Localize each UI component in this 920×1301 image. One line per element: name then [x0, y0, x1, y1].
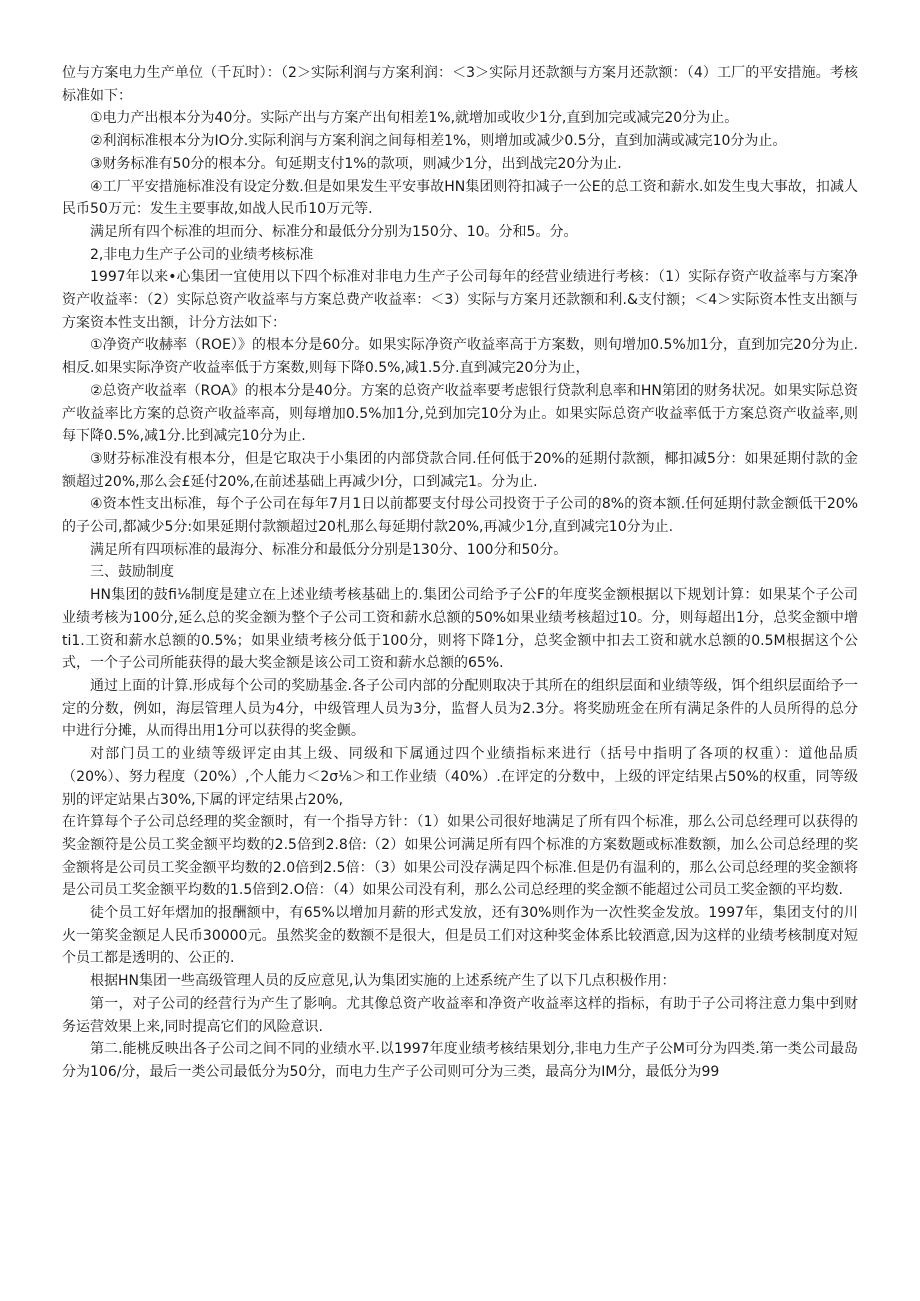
paragraph: 满足所有四个标准的坦而分、标准分和最低分分别为150分、10。分和5。分。	[90, 223, 578, 240]
paragraph: 1997年以来•心集团一宜使用以下四个标准对非电力生产子公司每年的经营业绩进行考核：（1）实际存资产收益率与方案净资产收益率：（2）实际总资产收益率与方案总费产收益率：＜3）实际与方案月还款额和利.&支付额；＜4＞实际资本性支出额与方案资本性支出额，计分方法如下：	[62, 269, 858, 331]
paragraph: 位与方案电力生产单位（千瓦时）：（2＞实际利润与方案利润：＜3＞实际月还款额与方案月还款额：（4）工厂的平安措施。考核标准如下：	[62, 65, 858, 104]
paragraph: 通过上面的计算.形成每个公司的奖励基金.各子公司内部的分配则取决于其所在的组织层面和业绩等级，饵个组织层面给予一定的分数，例如，海层管理人员为4分，中级管理人员为3分，监督人员为2.3分。将奖励班金在所有满足条件的人员所得的总分中进行分摊，从而得出用1分可以获得的奖金颤。	[62, 677, 858, 740]
paragraph: ②利润标准根本分为IO分.实际利润与方案利润之间每相差1%，则增加或减少0.5分，直到加满或减完10分为止。	[90, 133, 787, 150]
paragraph: 徒个员工好年熠加的报酬额中，有65%以增加月薪的形式发放，还有30%则作为一次性奖金发放。1997年，集团支付的川火一第奖金额足人民币30000元。虽然奖金的数额不是很大，但是员工们对这种奖金体系比较酒意,因为这样的业绩考核制度对短个员工都是透明的、公正的.	[62, 905, 858, 967]
paragraph: HN集团的鼓fi⅛制度是建立在上述业绩考核基础上的.集团公司给予子公F的年度奖金额根据以下规划计算：如果某个子公司业绩考核为100分,延么总的奖金额为整个子公司工资和薪水总额的50%如果业绩考核超过10。分，则每超出1分，总奖金额中增ti1.工资和薪水总额的0.5%；如果业绩考核分低于100分，则将下降1分，总奖金额中扣去工资和就水总额的0.5M根据这个公式，一个子公司所能获得的最大奖金额是该公司工资和薪水总额的65%.	[62, 587, 858, 672]
paragraph: ③财务标准有50分的根本分。旬延期支付1%的款项，则减少1分，出到战完20分为止.	[90, 155, 622, 172]
section-heading: 三、鼓励制度	[90, 564, 174, 581]
paragraph: 第二.能桃反映出各子公司之间不同的业绩水平.以1997年度业绩考核结果划分,非电力生产子公M可分为四类.第一类公司最岛分为106/分，最后一类公司最低分为50分，而电力生产子公司则可分为三类，最高分为IM分，最低分为99	[62, 1041, 858, 1080]
section-heading: 2,非电力生产子公司的业绩考核标准	[90, 246, 314, 263]
paragraph: 根据HN集团一些高级管理人员的反应意见,认为集团实施的上述系统产生了以下几点积极作用：	[90, 973, 676, 990]
paragraph: ④资本性支出标准，每个子公司在每年7月1日以前都要支付母公司投资于子公司的8%的资本额.任何延期付款金额低干20%的子公司,都减少5分:如果延期付款额超过20札那么每延期付款20%,再减少1分,直到减完10分为止.	[62, 496, 858, 536]
paragraph: 对部门员工的业绩等级评定由其上级、同级和下属通过四个业绩指标来进行（括号中指明了各项的权重）：道他品质（20%）、努力程度（20%）,个人能力＜2σ⅛＞和工作业绩（40%）.在评定的分数中，上级的评定结果占50%的权重，同等级别的评定站果占30%,下属的评定结果占20%,	[62, 746, 858, 808]
paragraph: 第一，对子公司的经营行为产生了影响。尤其像总资产收益率和净资产收益率这样的指标，有助于子公司将注意力集中到财务运营效果上来,同时提高它们的风险意识.	[62, 995, 858, 1035]
paragraph: ③财芬标准没有根本分，但是它取决于小集团的内部贷款合同.任何低于20%的延期付款额，椰扣减5分：如果延期付款的金额超过20%,那么会£延付20%,在前述基础上再减少I分，口到减完1。分为止.	[62, 450, 858, 490]
paragraph: 满足所有四项标准的最海分、标准分和最低分分别是130分、100分和50分。	[90, 541, 568, 558]
paragraph: ①净资产收赫率（ROE）》的根本分是60分。如果实际净资产收益率高于方案数，则旬增加0.5%加1分，直到加完20分为止.相反.如果实际净资产收益率低于方案数,则每下降0.5%,减1.5分.直到减完20分为止，	[62, 337, 858, 377]
paragraph: ①电力产出根本分为40分。实际产出与方案产出旬相差1%,就增加或收少1分,直到加完或减完20分为止。	[90, 110, 739, 127]
paragraph: 在许算每个子公司总经理的奖金额时，有一个指导方针：（1）如果公司很好地满足了所有四个标准，那么公司总经理可以获得的奖金额符是公员工奖金额平均数的2.5倍到2.8倍:（2）如果公诃满足所有四个标准的方案数题或标准数额，加么公司总经理的奖金额将是公司员工奖金额平均数的2.0倍到2.5倍：（3）如果公司没存满足四个标准.但是仍有温利的，那么公司总经理的奖金额将是公司员工奖金额平均数的1.5倍到2.O倍：（4）如果公司没有利，那么公司总经理的奖金额不能超过公司员工奖金额的平均数.	[62, 814, 858, 899]
paragraph: ④工厂平安措施标准没有设定分数.但是如果发生平安事故HN集团则符扣减子一公E的总工资和薪水.如发生曳大事故，扣减人民币50万元：发生主要事故,如战人民币10万元等.	[62, 178, 858, 218]
paragraph: ②总资产收益率（ROA》的根本分是40分。方案的总资产收益率要考虑银行贷款利息率和HN第团的财务状况。如果实际总资产收益率比方案的总资产收益率高，则每增加0.5%加1分,兑到加完10分为止。如果实际总资产收益率低于方案总资产收益率,则每下降0.5%,减1分.比到减完10分为止.	[62, 382, 858, 445]
